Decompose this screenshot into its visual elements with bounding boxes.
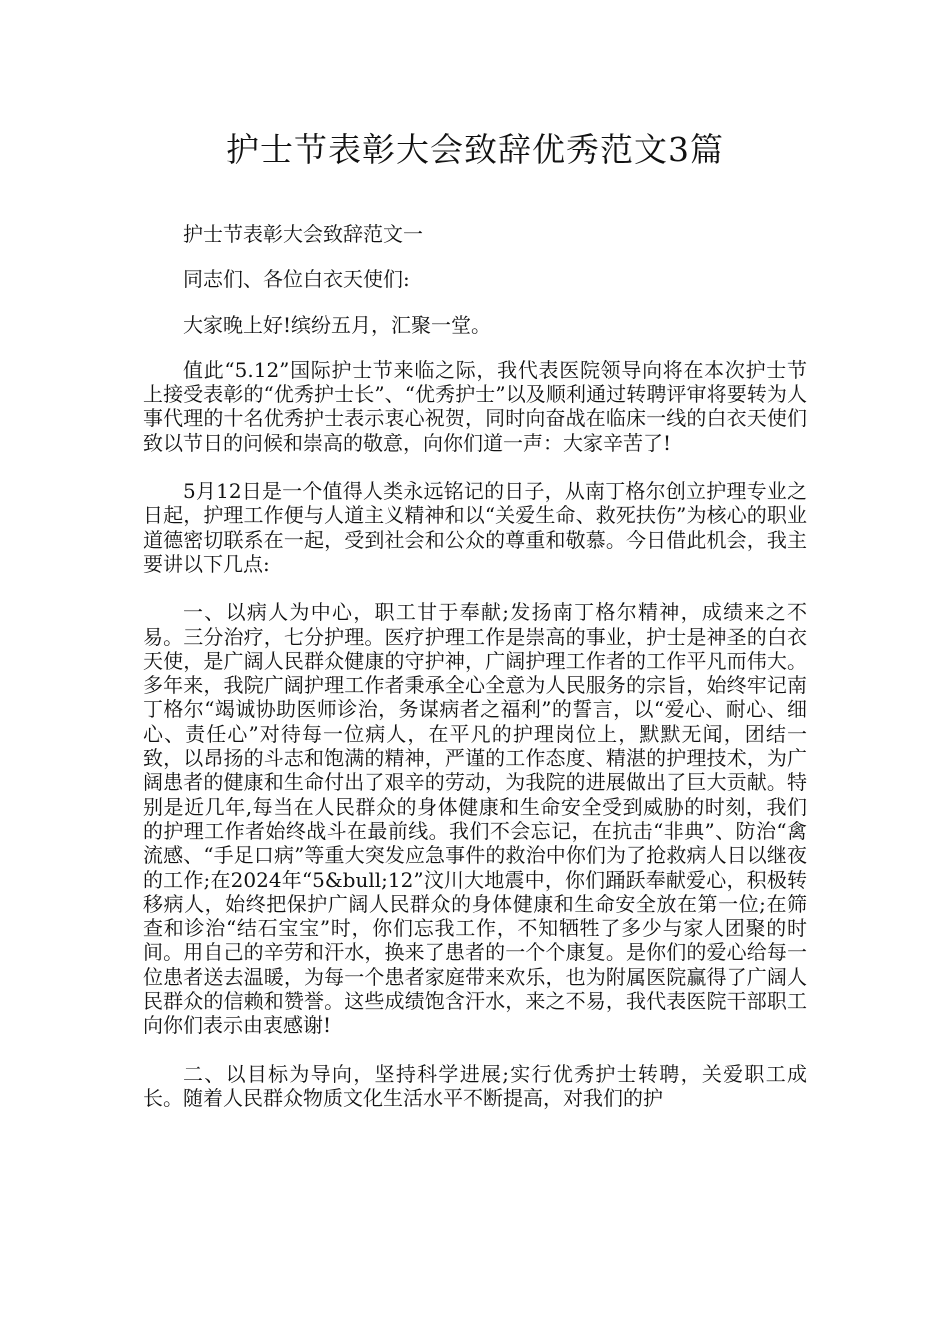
greeting-paragraph: 大家晚上好!缤纷五月，汇聚一堂。 bbox=[183, 312, 492, 337]
body-paragraph: 值此“5.12”国际护士节来临之际，我代表医院领导向将在本次护士节上接受表彰的“优秀护士长”、“优秀护士”以及顺利通过转聘评审将要转为人事代理的十名优秀护士表示衷心祝贺，同时向奋战在临床一线的白衣天使们致以节日的问候和崇高的敬意，向你们道一声：大家辛苦了! bbox=[143, 357, 807, 455]
document-body bbox=[143, 222, 807, 1134]
body-paragraph: 一、以病人为中心，职工甘于奉献;发扬南丁格尔精神，成绩来之不易。三分治疗，七分护理。医疗护理工作是崇高的事业，护士是神圣的白衣天使，是广阔人民群众健康的守护神，广阔护理工作者的工作平凡而伟大。多年来，我院广阔护理工作者秉承全心全意为人民服务的宗旨，始终牢记南丁格尔“竭诚协助医师诊治，务谋病者之福利”的誓言，以“爱心、耐心、细心、责任心”对待每一位病人，在平凡的护理岗位上，默默无闻，团结一致，以昂扬的斗志和饱满的精神，严谨的工作态度、精湛的护理技术，为广阔患者的健康和生命付出了艰辛的劳动，为我院的进展做出了巨大贡献。特别是近几年,每当在人民群众的身体健康和生命安全受到威胁的时刻，我们的护理工作者始终战斗在最前线。我们不会忘记，在抗击“非典”、防治“禽流感、“手足口病”等重大突发应急事件的救治中你们为了抢救病人日以继夜的工作;在2024年“5&bull;12”汶川大地震中，你们踊跃奉献爱心，积极转移病人，始终把保护广阔人民群众的身体健康和生命安全放在第一位;在筛查和诊治“结石宝宝”时，你们忘我工作，不知牺牲了多少与家人团聚的时间。用自己的辛劳和汗水，换来了患者的一个个康复。是你们的爱心给每一位患者送去温暖，为每一个患者家庭带来欢乐，也为附属医院赢得了广阔人民群众的信赖和赞誉。这些成绩饱含汗水，来之不易，我代表医院干部职工向你们表示由衷感谢! bbox=[143, 600, 807, 1038]
salutation: 同志们、各位白衣天使们: bbox=[183, 267, 410, 292]
body-paragraph: 二、以目标为导向，坚持科学进展;实行优秀护士转聘，关爱职工成长。随着人民群众物质文化生活水平不断提高，对我们的护 bbox=[143, 1061, 807, 1110]
body-paragraph: 5月12日是一个值得人类永远铭记的日子，从南丁格尔创立护理专业之日起，护理工作便与人道主义精神和以“关爱生命、救死扶伤”为核心的职业道德密切联系在一起，受到社会和公众的尊重和敬慕。今日借此机会，我主要讲以下几点: bbox=[143, 479, 807, 576]
document-title: 护士节表彰大会致辞优秀范文3篇 bbox=[226, 130, 724, 169]
section-heading: 护士节表彰大会致辞范文一 bbox=[183, 222, 423, 246]
